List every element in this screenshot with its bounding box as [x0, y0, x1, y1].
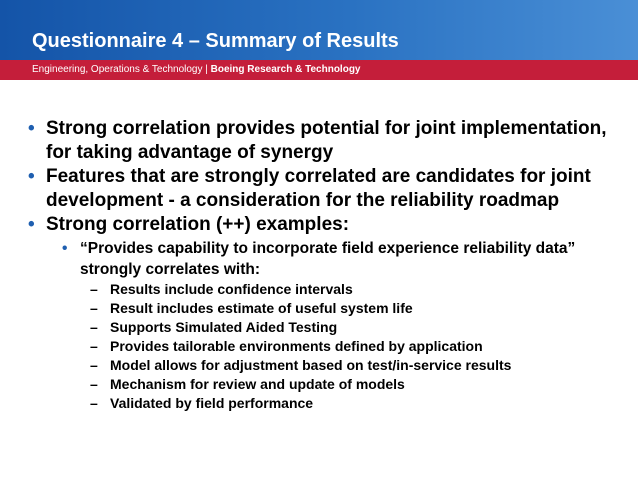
dash-icon: –	[90, 300, 98, 316]
dash-icon: –	[90, 357, 98, 373]
sub-bullet-item	[28, 238, 628, 280]
sub-sub-bullet-item	[28, 280, 628, 299]
slide-title: Questionnaire 4 – Summary of Results	[32, 30, 399, 52]
bullet-icon: •	[28, 118, 35, 139]
dash-icon: –	[90, 281, 98, 297]
slide-content	[28, 117, 628, 413]
bullet-text: Strong correlation provides potential for joint implementation, for taking advantage of synergy	[46, 118, 607, 163]
dash-icon: –	[90, 376, 98, 392]
sub-sub-bullet-text: Provides tailorable environments defined by application	[110, 338, 483, 354]
sub-sub-bullet-text: Model allows for adjustment based on test/in-service results	[110, 357, 512, 373]
sub-sub-bullet-text: Validated by field performance	[110, 395, 314, 411]
subheader-separator: |	[202, 64, 211, 75]
sub-sub-bullet-item	[28, 394, 628, 413]
bullet-item	[28, 165, 628, 213]
sub-sub-bullet-item	[28, 299, 628, 318]
subheader-org: Engineering, Operations & Technology	[32, 64, 203, 75]
sub-bullet-text: “Provides capability to incorporate field experience reliability data” strongly correlates with:	[80, 240, 576, 278]
sub-sub-bullet-item	[28, 356, 628, 375]
sub-sub-bullet-text: Supports Simulated Aided Testing	[110, 319, 338, 335]
bullet-text: Features that are strongly correlated are candidates for joint development - a consideration for the reliability roadmap	[46, 166, 591, 211]
bullet-text: Strong correlation (++) examples:	[46, 214, 350, 235]
dash-icon: –	[90, 338, 98, 354]
bullet-item	[28, 117, 628, 165]
sub-sub-bullet-item	[28, 337, 628, 356]
sub-sub-bullet-text: Mechanism for review and update of models	[110, 376, 405, 392]
bullet-icon: •	[62, 240, 68, 257]
dash-icon: –	[90, 395, 98, 411]
sub-sub-bullet-text: Result includes estimate of useful system life	[110, 300, 413, 316]
bullet-icon: •	[28, 214, 35, 235]
sub-sub-bullet-item	[28, 318, 628, 337]
subheader-text	[32, 64, 360, 75]
bullet-icon: •	[28, 166, 35, 187]
subheader-division: Boeing Research & Technology	[210, 64, 361, 75]
bullet-item	[28, 213, 628, 237]
sub-sub-bullet-text: Results include confidence intervals	[110, 281, 353, 297]
dash-icon: –	[90, 319, 98, 335]
sub-sub-bullet-item	[28, 375, 628, 394]
